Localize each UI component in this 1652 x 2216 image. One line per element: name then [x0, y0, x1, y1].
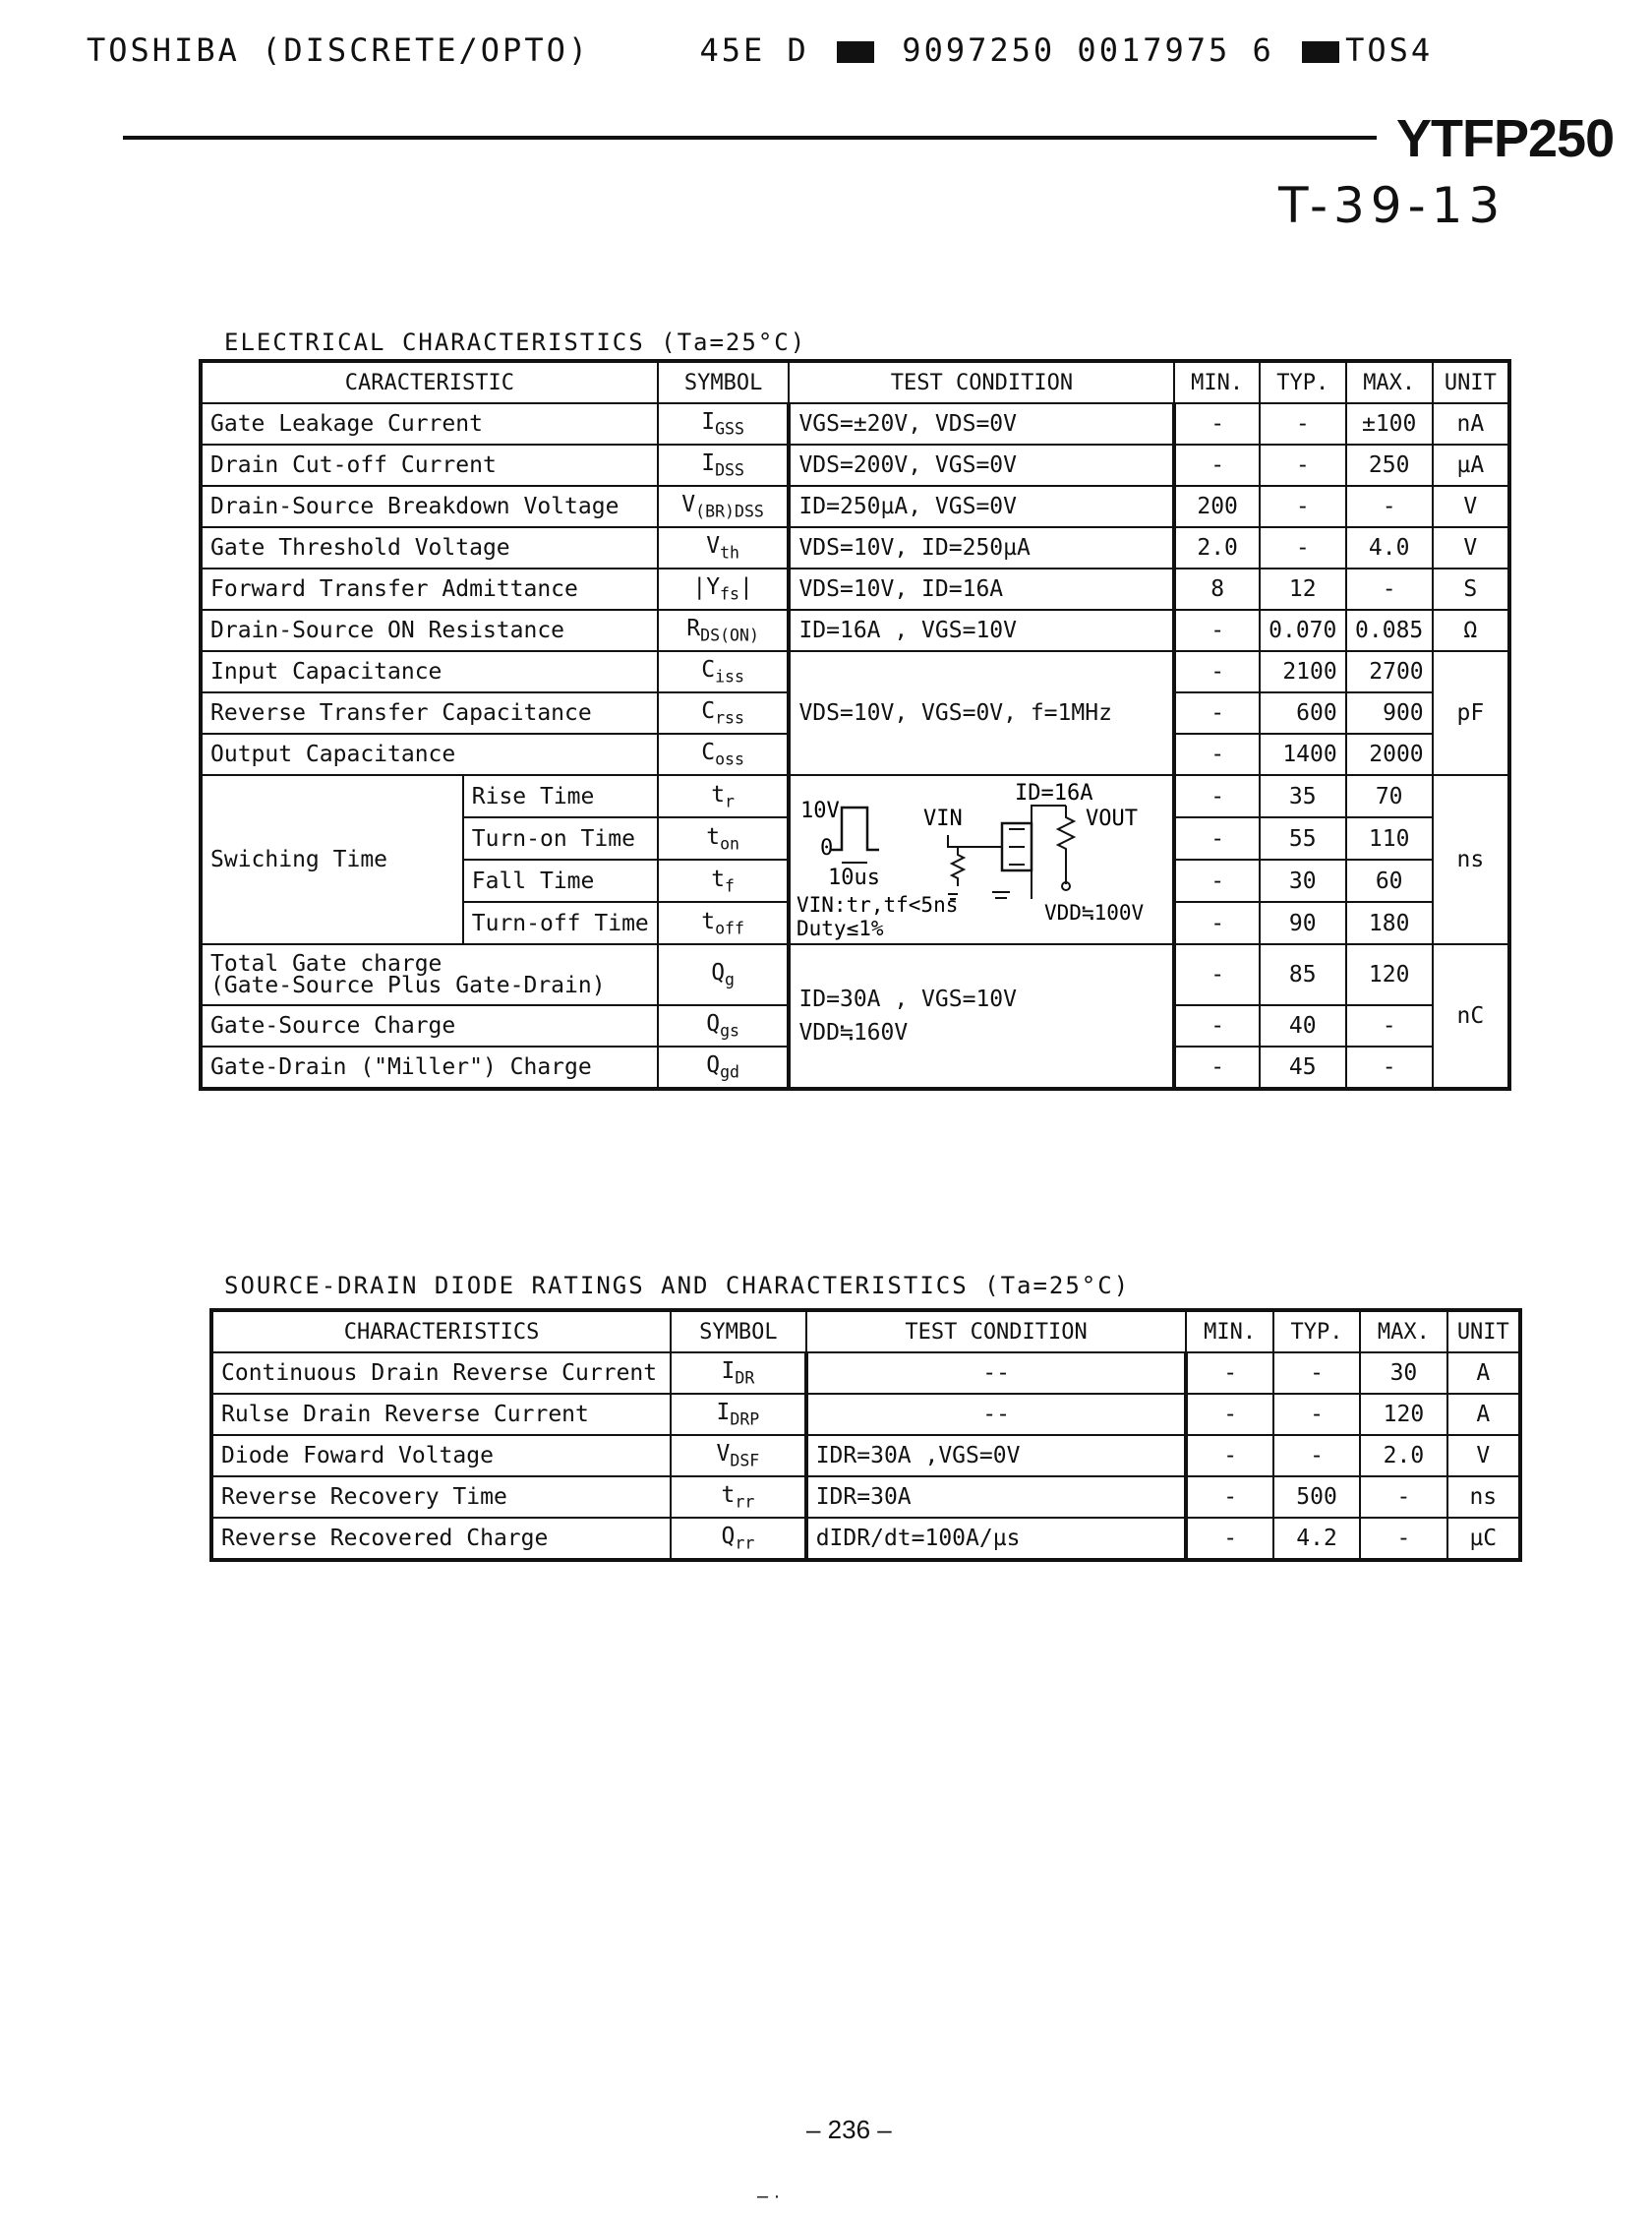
cell-min: - — [1186, 1352, 1272, 1394]
col-header: MAX. — [1346, 361, 1433, 403]
cell-min: 200 — [1174, 486, 1259, 527]
cell-name: Forward Transfer Admittance — [201, 569, 658, 610]
cell-unit: Ω — [1433, 610, 1509, 651]
cell-typ: 45 — [1260, 1047, 1346, 1089]
cell-max: 70 — [1346, 775, 1433, 817]
circuit-label-vout: VOUT — [1086, 807, 1139, 831]
cell-condition: VGS=±20V, VDS=0V — [789, 403, 1174, 445]
cell-unit: S — [1433, 569, 1509, 610]
cell-name: Gate Threshold Voltage — [201, 527, 658, 569]
cell-symbol: $Q_{gd}$ — [658, 1047, 790, 1089]
cell-name: Reverse Recovered Charge — [211, 1518, 671, 1560]
gate-wire — [948, 835, 1002, 847]
cell-name: Gate-Drain ("Miller") Charge — [201, 1047, 658, 1089]
cell-subname: Fall Time — [463, 860, 658, 902]
table-row — [211, 1476, 1520, 1518]
cell-symbol: $I_{DR}$ — [671, 1352, 806, 1394]
cell-name: Gate Leakage Current — [201, 403, 658, 445]
cell-typ: - — [1260, 486, 1346, 527]
cell-max: 0.085 — [1346, 610, 1433, 651]
cell-name: Gate-Source Charge — [201, 1005, 658, 1047]
col-header: MIN. — [1186, 1310, 1272, 1352]
circuit-label-duty: Duty≤1% — [796, 917, 884, 940]
cell-symbol: $I_{DRP}$ — [671, 1394, 806, 1435]
cell-min: - — [1174, 651, 1259, 692]
cell-symbol: $|Y_{fs}|$ — [658, 569, 790, 610]
cell-typ: 0.070 — [1260, 610, 1346, 651]
cell-unit: ns — [1447, 1476, 1520, 1518]
cell-min: - — [1174, 944, 1259, 1005]
table-row — [201, 527, 1509, 569]
table-row — [201, 944, 1509, 1005]
cell-name: Input Capacitance — [201, 651, 658, 692]
cell-name: Continuous Drain Reverse Current — [211, 1352, 671, 1394]
circuit-label-vdd: VDD≒100V — [1044, 901, 1145, 925]
cell-typ: 85 — [1260, 944, 1346, 1005]
cell-symbol: $t_{rr}$ — [671, 1476, 806, 1518]
cell-subname: Turn-on Time — [463, 817, 658, 860]
black-block-mark — [1302, 41, 1339, 63]
cell-symbol: $t_{off}$ — [658, 902, 790, 944]
cell-min: - — [1186, 1435, 1272, 1476]
cell-max: 120 — [1360, 1394, 1446, 1435]
electrical-title: ELECTRICAL CHARACTERISTICS (Ta=25°C) — [224, 329, 807, 356]
cell-max: ±100 — [1346, 403, 1433, 445]
cell-max: 2700 — [1346, 651, 1433, 692]
cell-max: - — [1346, 1005, 1433, 1047]
total-gate-charge-sublabel: (Gate-Source Plus Gate-Drain) — [210, 973, 606, 998]
cell-min: - — [1174, 445, 1259, 486]
cell-condition: -- — [806, 1394, 1187, 1435]
load-resistor — [1058, 806, 1074, 884]
cell-cap-condition — [789, 651, 1174, 775]
cell-min: - — [1186, 1394, 1272, 1435]
cell-typ: 40 — [1260, 1005, 1346, 1047]
cell-name: Diode Foward Voltage — [211, 1435, 671, 1476]
cap-condition-text: VDS=10V, VGS=0V, f=1MHz — [798, 700, 1112, 726]
cell-min: 8 — [1174, 569, 1259, 610]
table-row — [201, 403, 1509, 445]
cell-name: Drain Cut-off Current — [201, 445, 658, 486]
diode-title: SOURCE-DRAIN DIODE RATINGS AND CHARACTERISTICS (Ta=25°C) — [224, 1272, 1131, 1299]
cell-unit: µA — [1433, 445, 1509, 486]
simple-rows — [201, 403, 1509, 651]
cell-name: Reverse Transfer Capacitance — [201, 692, 658, 734]
cell-unit: nC — [1433, 944, 1509, 1089]
circuit-label-10v: 10V — [800, 799, 841, 823]
switching-test-circuit — [791, 776, 1172, 943]
footer-marks: – · — [757, 2186, 781, 2207]
part-number: YTFP250 — [1396, 109, 1615, 168]
cell-symbol: $I_{DSS}$ — [658, 445, 790, 486]
cell-condition: IDR=30A ,VGS=0V — [806, 1435, 1187, 1476]
table-row — [201, 610, 1509, 651]
cell-typ: - — [1260, 403, 1346, 445]
cell-subname: Turn-off Time — [463, 902, 658, 944]
diode-rows — [211, 1352, 1520, 1560]
code-3: TOS4 — [1345, 31, 1434, 69]
cell-typ: 30 — [1260, 860, 1346, 902]
handwritten-code: T-39-13 — [1278, 177, 1506, 234]
cell-max: 2000 — [1346, 734, 1433, 775]
maker-name: TOSHIBA — [87, 31, 240, 69]
cell-max: 4.0 — [1346, 527, 1433, 569]
col-header: TEST CONDITION — [789, 361, 1174, 403]
col-header: UNIT — [1433, 361, 1509, 403]
charge-condition-1: ID=30A , VGS=10V — [798, 987, 1017, 1012]
cell-name — [201, 944, 658, 1005]
cell-typ: 12 — [1260, 569, 1346, 610]
circuit-label-zero: 0 — [820, 836, 834, 861]
cell-condition: ID=16A , VGS=10V — [789, 610, 1174, 651]
cell-unit: V — [1447, 1435, 1520, 1476]
cell-condition: VDS=10V, ID=16A — [789, 569, 1174, 610]
cell-symbol: $t_r$ — [658, 775, 790, 817]
cell-min: - — [1174, 692, 1259, 734]
cell-unit: µC — [1447, 1518, 1520, 1560]
cell-min: - — [1186, 1518, 1272, 1560]
cell-charge-condition — [789, 944, 1174, 1089]
cell-max: 180 — [1346, 902, 1433, 944]
table-row — [211, 1352, 1520, 1394]
cell-symbol: $t_f$ — [658, 860, 790, 902]
cell-name: Drain-Source Breakdown Voltage — [201, 486, 658, 527]
cell-symbol: $C_{oss}$ — [658, 734, 790, 775]
cell-max: 900 — [1346, 692, 1433, 734]
col-header: CARACTERISTIC — [201, 361, 658, 403]
cell-typ: - — [1260, 445, 1346, 486]
cell-unit: ns — [1433, 775, 1509, 944]
code-2: 9097250 0017975 6 — [902, 31, 1274, 69]
col-header: TEST CONDITION — [806, 1310, 1187, 1352]
table-header-row — [211, 1310, 1520, 1352]
cell-name: Reverse Recovery Time — [211, 1476, 671, 1518]
cell-symbol: $Q_g$ — [658, 944, 790, 1005]
cell-max: 60 — [1346, 860, 1433, 902]
cell-symbol: $I_{GSS}$ — [658, 403, 790, 445]
cell-typ: - — [1260, 527, 1346, 569]
cell-max: 250 — [1346, 445, 1433, 486]
division: (DISCRETE/OPTO) — [262, 31, 591, 69]
cell-symbol: $C_{iss}$ — [658, 651, 790, 692]
cell-min: - — [1174, 817, 1259, 860]
col-header: SYMBOL — [658, 361, 790, 403]
col-header: MIN. — [1174, 361, 1259, 403]
cell-typ: 600 — [1260, 692, 1346, 734]
cell-name: Output Capacitance — [201, 734, 658, 775]
cell-min: 2.0 — [1174, 527, 1259, 569]
cell-min: - — [1174, 860, 1259, 902]
table-row — [201, 486, 1509, 527]
table-row — [201, 775, 1509, 817]
cell-max: - — [1346, 569, 1433, 610]
cell-typ: 90 — [1260, 902, 1346, 944]
table-row — [201, 569, 1509, 610]
cell-unit: A — [1447, 1394, 1520, 1435]
cell-name: Rulse Drain Reverse Current — [211, 1394, 671, 1435]
cell-typ: 4.2 — [1273, 1518, 1360, 1560]
electrical-characteristics-table — [199, 359, 1511, 1091]
gate-resistor — [952, 847, 964, 886]
cell-max: 30 — [1360, 1352, 1446, 1394]
cell-min: - — [1174, 1047, 1259, 1089]
cell-typ: 1400 — [1260, 734, 1346, 775]
cell-typ: 35 — [1260, 775, 1346, 817]
table-row — [201, 651, 1509, 692]
table-row — [211, 1518, 1520, 1560]
cell-unit: pF — [1433, 651, 1509, 775]
cell-condition: ID=250µA, VGS=0V — [789, 486, 1174, 527]
cell-max: 120 — [1346, 944, 1433, 1005]
table-row — [201, 445, 1509, 486]
cell-symbol: $V_{(BR)DSS}$ — [658, 486, 790, 527]
cell-unit: V — [1433, 486, 1509, 527]
circuit-label-width: 10us — [828, 866, 881, 890]
col-header: TYP. — [1273, 1310, 1360, 1352]
cell-symbol: $Q_{gs}$ — [658, 1005, 790, 1047]
cell-switching-circuit — [789, 775, 1174, 944]
col-header: UNIT — [1447, 1310, 1520, 1352]
cell-typ: - — [1273, 1352, 1360, 1394]
cell-typ: 55 — [1260, 817, 1346, 860]
circuit-label-id: ID=16A — [1015, 781, 1093, 806]
circuit-label-condition: VIN:tr,tf<5ns — [796, 893, 959, 917]
cell-min: - — [1174, 403, 1259, 445]
circuit-label-vin: VIN — [923, 807, 964, 831]
charge-condition-2: VDD≒160V — [798, 1020, 909, 1046]
table-header-row — [201, 361, 1509, 403]
cell-condition: -- — [806, 1352, 1187, 1394]
col-header: MAX. — [1360, 1310, 1446, 1352]
cell-symbol: $C_{rss}$ — [658, 692, 790, 734]
cell-subname: Rise Time — [463, 775, 658, 817]
cell-min: - — [1186, 1476, 1272, 1518]
cell-min: - — [1174, 610, 1259, 651]
col-header: CHARACTERISTICS — [211, 1310, 671, 1352]
cell-max: - — [1360, 1476, 1446, 1518]
total-gate-charge-label: Total Gate charge — [210, 951, 442, 977]
cell-typ: 500 — [1273, 1476, 1360, 1518]
page-number: – 236 – — [806, 2115, 892, 2144]
cell-typ: - — [1273, 1435, 1360, 1476]
cell-name: Drain-Source ON Resistance — [201, 610, 658, 651]
page-header — [87, 31, 1433, 69]
table-row — [211, 1394, 1520, 1435]
diode-characteristics-table — [209, 1308, 1522, 1562]
cell-max: 110 — [1346, 817, 1433, 860]
black-block-mark — [837, 41, 874, 63]
cell-min: - — [1174, 1005, 1259, 1047]
header-rule — [123, 136, 1377, 140]
cell-unit: V — [1433, 527, 1509, 569]
cell-max: 2.0 — [1360, 1435, 1446, 1476]
cell-condition: VDS=200V, VGS=0V — [789, 445, 1174, 486]
table-row — [211, 1435, 1520, 1476]
cell-symbol: $R_{DS(ON)}$ — [658, 610, 790, 651]
cell-symbol: $Q_{rr}$ — [671, 1518, 806, 1560]
code-1: 45E D — [699, 31, 809, 69]
col-header: TYP. — [1260, 361, 1346, 403]
cell-min: - — [1174, 734, 1259, 775]
cell-max: - — [1346, 1047, 1433, 1089]
cell-symbol: $t_{on}$ — [658, 817, 790, 860]
col-header: SYMBOL — [671, 1310, 806, 1352]
cell-unit: A — [1447, 1352, 1520, 1394]
cell-symbol: $V_{DSF}$ — [671, 1435, 806, 1476]
cell-condition: dIDR/dt=100A/µs — [806, 1518, 1187, 1560]
cell-switching-name: Swiching Time — [201, 775, 463, 944]
cell-min: - — [1174, 775, 1259, 817]
cell-symbol: $V_{th}$ — [658, 527, 790, 569]
cell-min: - — [1174, 902, 1259, 944]
cell-condition: IDR=30A — [806, 1476, 1187, 1518]
cell-condition: VDS=10V, ID=250µA — [789, 527, 1174, 569]
cell-typ: 2100 — [1260, 651, 1346, 692]
cell-max: - — [1346, 486, 1433, 527]
cell-unit: nA — [1433, 403, 1509, 445]
cell-max: - — [1360, 1518, 1446, 1560]
cell-typ: - — [1273, 1394, 1360, 1435]
